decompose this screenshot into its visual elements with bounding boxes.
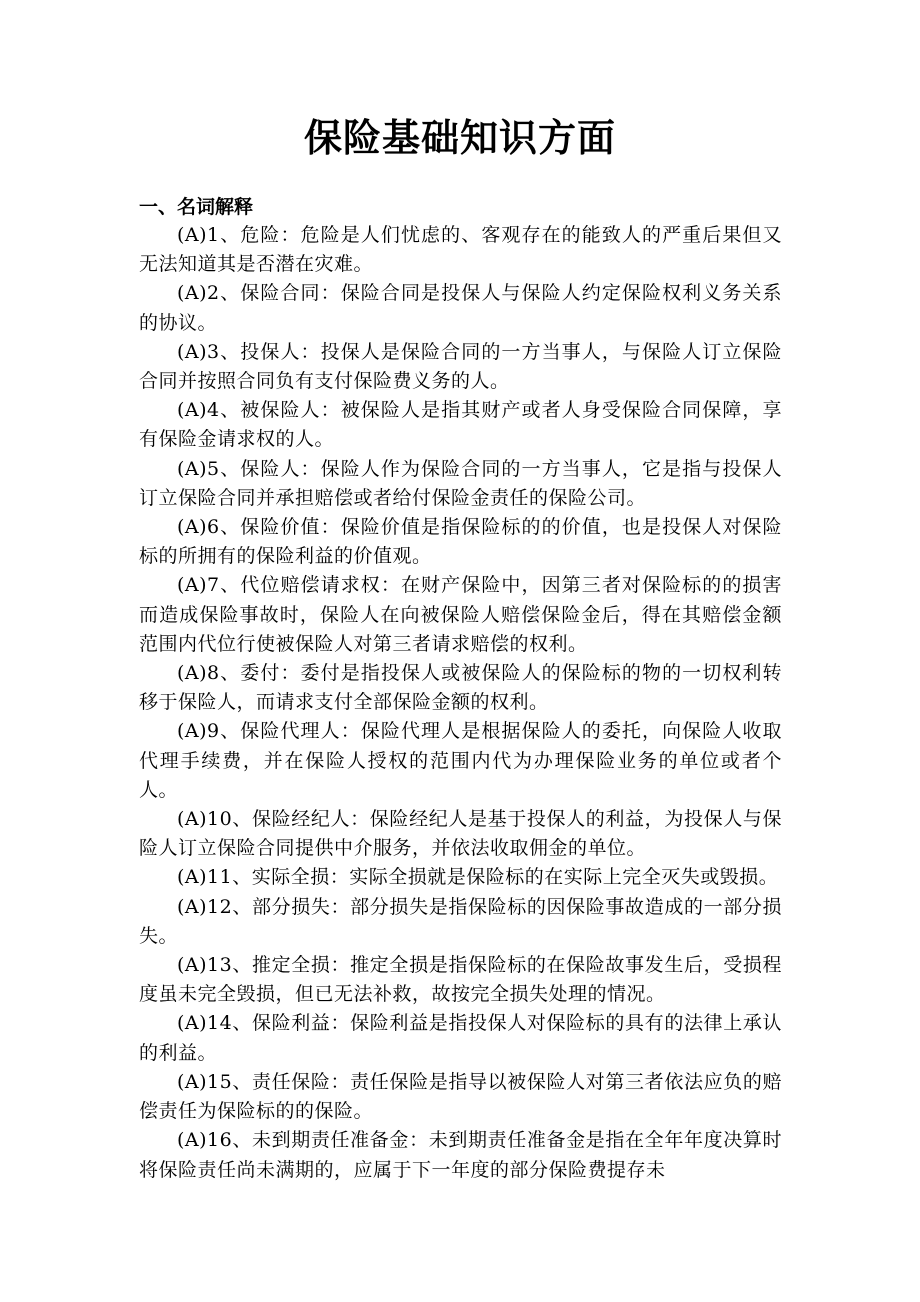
definition-paragraph: (A)3、投保人：投保人是保险合同的一方当事人，与保险人订立保险合同并按照合同负有支付保险费义务的人。 [139,340,782,393]
definition-paragraph: (A)15、责任保险：责任保险是指导以被保险人对第三者依法应负的赔偿责任为保险标的的保险。 [139,1070,782,1123]
definition-paragraph: (A)10、保险经纪人：保险经纪人是基于投保人的利益，为投保人与保险人订立保险合同提供中介服务，并依法收取佣金的单位。 [139,808,782,860]
definition-paragraph: (A)14、保险利益：保险利益是指投保人对保险标的具有的法律上承认的利益。 [139,1012,782,1064]
definition-paragraph: (A)9、保险代理人：保险代理人是根据保险人的委托，向保险人收取代理手续费，并在保险人授权的范围内代为办理保险业务的单位或者个人。 [139,720,782,801]
definition-paragraph: (A)11、实际全损：实际全损就是保险标的在实际上完全灭失或毁损。 [177,866,779,889]
definition-paragraph: (A)2、保险合同：保险合同是投保人与保险人约定保险权利义务关系的协议。 [139,282,782,334]
definition-paragraph: (A)1、危险：危险是人们忧虑的、客观存在的能致人的严重后果但又无法知道其是否潜在灾难。 [139,224,782,276]
definition-paragraph: (A)4、被保险人：被保险人是指其财产或者人身受保险合同保障，享有保险金请求权的人。 [139,399,782,451]
definition-paragraph: (A)16、未到期责任准备金：未到期责任准备金是指在全年年度决算时将保险责任尚未满期的，应属于下一年度的部分保险费提存未 [139,1129,782,1181]
definition-paragraph: (A)7、代位赔偿请求权：在财产保险中，因第三者对保险标的的损害而造成保险事故时，保险人在向被保险人赔偿保险金后，得在其赔偿金额范围内代位行使被保险人对第三者请求赔偿的权利。 [139,574,782,655]
definitions-list [139,221,782,1185]
definition-paragraph: (A)5、保险人：保险人作为保险合同的一方当事人，它是指与投保人订立保险合同并承担赔偿或者给付保险金责任的保险公司。 [139,457,782,509]
document-title: 保险基础知识方面 [303,116,616,160]
definition-paragraph: (A)6、保险价值：保险价值是指保险标的的价值，也是投保人对保险标的所拥有的保险利益的价值观。 [139,516,782,568]
definition-paragraph: (A)8、委付：委付是指投保人或被保险人的保险标的物的一切权利转移于保险人，而请求支付全部保险金额的权利。 [139,662,782,714]
section-heading: 一、名词解释 [139,196,254,218]
definition-paragraph: (A)12、部分损失：部分损失是指保险标的因保险事故造成的一部分损失。 [139,895,782,947]
definition-paragraph: (A)13、推定全损：推定全损是指保险标的在保险故事发生后，受损程度虽未完全毁损，但已无法补救，故按完全损失处理的情况。 [139,954,782,1006]
